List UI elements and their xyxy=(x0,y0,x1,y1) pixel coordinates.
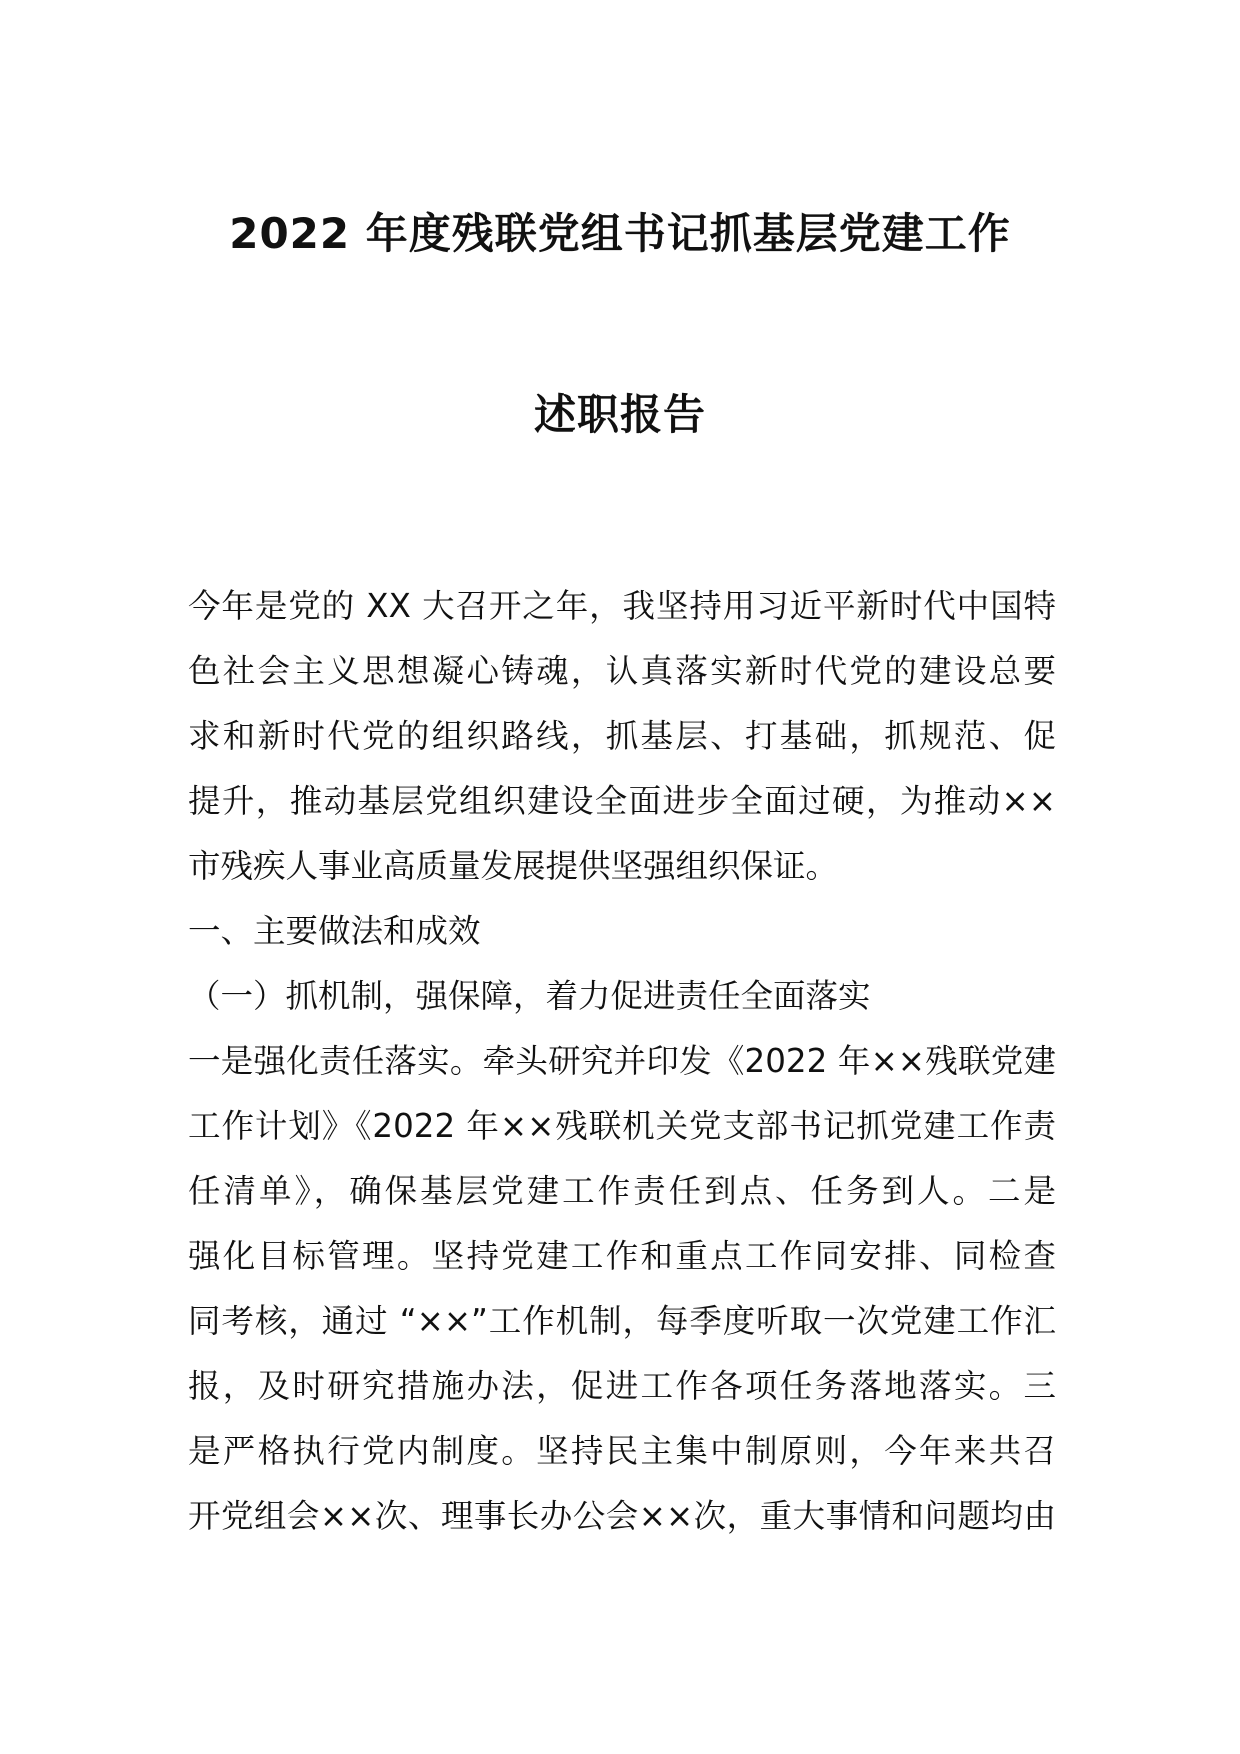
body-line: 开党组会××次、理事长办公会××次，重大事情和问题均由 xyxy=(188,1497,1056,1535)
body-line: 是严格执行党内制度。坚持民主集中制原则，今年来共召 xyxy=(188,1432,1056,1470)
subsection-heading: （一）抓机制，强保障，着力促进责任全面落实 xyxy=(188,977,871,1015)
body-line: 市残疾人事业高质量发展提供坚强组织保证。 xyxy=(188,847,839,885)
body-line: 工作计划》《2022 年××残联机关党支部书记抓党建工作责 xyxy=(188,1107,1056,1145)
document-title-line-2: 述职报告 xyxy=(533,390,706,439)
body-line: 求和新时代党的组织路线，抓基层、打基础，抓规范、促 xyxy=(188,717,1056,755)
document-body xyxy=(188,574,1056,1549)
body-line: 提升，推动基层党组织建设全面进步全面过硬，为推动×× xyxy=(188,782,1056,820)
body-line: 今年是党的 XX 大召开之年，我坚持用习近平新时代中国特 xyxy=(188,587,1056,625)
body-line: 一是强化责任落实。牵头研究并印发《2022 年××残联党建 xyxy=(188,1042,1056,1080)
body-line: 任清单》，确保基层党建工作责任到点、任务到人。二是 xyxy=(188,1172,1056,1210)
section-heading: 一、主要做法和成效 xyxy=(188,912,481,950)
body-line: 报，及时研究措施办法，促进工作各项任务落地落实。三 xyxy=(188,1367,1056,1405)
body-line: 同考核，通过 “××”工作机制，每季度听取一次党建工作汇 xyxy=(188,1302,1056,1340)
body-line: 色社会主义思想凝心铸魂，认真落实新时代党的建设总要 xyxy=(188,652,1056,690)
document-title-line-1: 2022 年度残联党组书记抓基层党建工作 xyxy=(229,209,1011,258)
body-line: 强化目标管理。坚持党建工作和重点工作同安排、同检查 xyxy=(188,1237,1056,1275)
